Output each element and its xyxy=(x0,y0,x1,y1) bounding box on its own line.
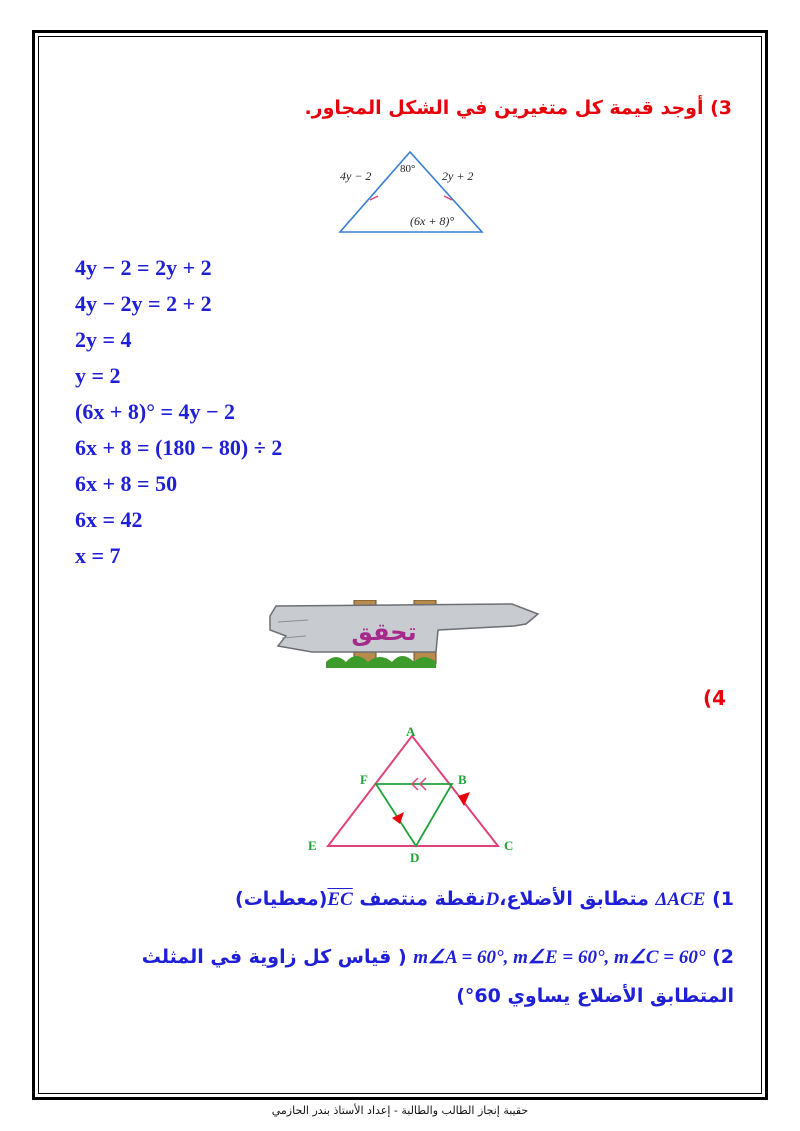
proof-statement-1 xyxy=(235,888,734,911)
statement-1-number: 1) xyxy=(712,888,734,910)
statement-2-number: 2) xyxy=(712,946,734,968)
triangle-ace: ΔACE xyxy=(655,889,706,910)
left-side-label: 4y − 2 xyxy=(340,169,372,183)
page-footer: حقيبة إنجاز الطالب والطالبة - إعداد الأستاذ بندر الحازمي xyxy=(271,1104,529,1117)
step-9-answer-x: x = 7 xyxy=(75,543,121,568)
label-B: B xyxy=(458,772,467,787)
step-6: 6x + 8 = (180 − 80) ÷ 2 xyxy=(75,435,283,460)
question-4-number: (4 xyxy=(702,686,726,710)
top-angle-label: 80° xyxy=(400,163,416,175)
angle-measures: m∠A = 60°, m∠E = 60°, m∠C = 60° xyxy=(413,947,706,968)
step-2: 4y − 2y = 2 + 2 xyxy=(75,291,212,316)
statement-1-text-a: متطابق الأضلاع، xyxy=(499,888,649,910)
step-7: 6x + 8 = 50 xyxy=(75,471,178,496)
step-3: 2y = 4 xyxy=(75,327,132,352)
base-angle-label: (6x + 8)° xyxy=(410,214,455,228)
label-E: E xyxy=(308,838,317,853)
label-C: C xyxy=(504,838,514,853)
label-D: D xyxy=(410,850,420,865)
statement-1-text-c: (معطيات) xyxy=(235,888,328,910)
question-3-title: 3) أوجد قيمة كل متغيرين في الشكل المجاور. xyxy=(304,97,732,119)
step-1: 4y − 2 = 2y + 2 xyxy=(75,255,212,280)
banner-text: تحقق xyxy=(351,618,417,646)
segment-ec: $\overline{EC}$ xyxy=(327,889,353,910)
arrow-marker-left xyxy=(392,812,404,824)
isosceles-triangle-figure xyxy=(336,150,486,236)
step-4-answer-y: y = 2 xyxy=(75,363,121,388)
step-8: 6x = 42 xyxy=(75,507,143,532)
statement-1-text-b: نقطة منتصف xyxy=(359,888,486,910)
arrow-marker-right xyxy=(458,792,470,806)
equilateral-triangle-figure xyxy=(300,722,530,872)
step-5: (6x + 8)° = 4y − 2 xyxy=(75,399,236,424)
statement-2-text: ( قياس كل زاوية في المثلث المتطابق الأضلاع يساوي 60°) xyxy=(141,946,734,1007)
label-A: A xyxy=(406,724,416,739)
proof-statement-2 xyxy=(114,938,734,1015)
check-banner-sign xyxy=(268,600,540,668)
label-F: F xyxy=(360,772,368,787)
right-side-label: 2y + 2 xyxy=(442,169,474,183)
solution-steps xyxy=(75,250,282,574)
point-d: D xyxy=(485,889,500,910)
